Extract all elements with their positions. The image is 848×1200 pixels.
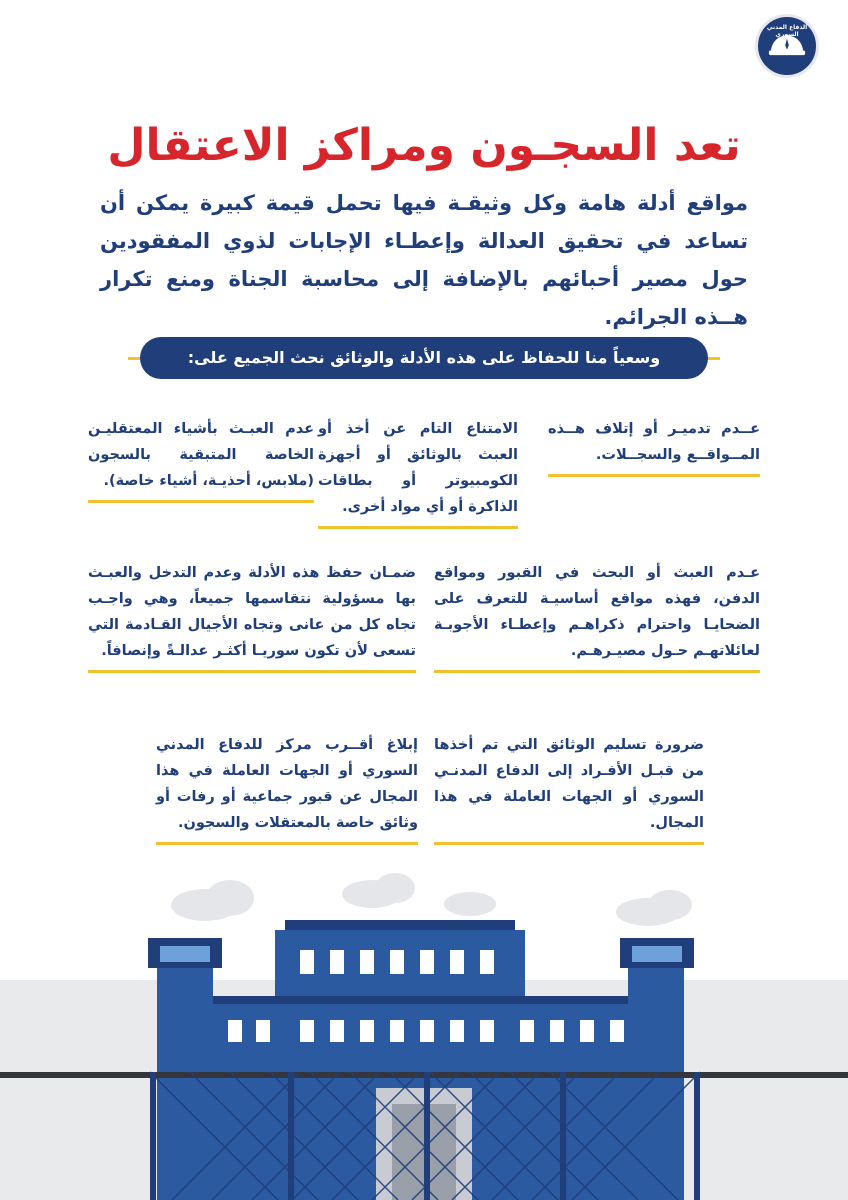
page-title: تعد السجـون ومراكز الاعتقال [107,120,741,171]
guideline-text: الامتناع التام عن أخذ أو العبث بالوثائق أو أجهزة الكومبيوتر أو بطاقات الذاكرة أو أي مواد أخرى. [318,421,518,515]
prison-scene-svg [0,860,848,1200]
prison-building-illustration [0,860,848,1200]
guideline-item-5 [88,560,416,673]
logo-text: الدفاع المدني السوري [766,24,808,38]
guideline-item-7 [156,732,418,845]
guideline-item-2 [318,416,518,529]
guideline-text: عدم العبـث بأشياء المعتقليـن الخاصة المتبقية بالسجون (ملابس، أحذيـة، أشياء خاصة). [88,421,314,489]
guideline-item-4 [434,560,760,673]
guideline-text: إبلاغ أقــرب مركز للدفاع المدني السوري أو الجهات العاملة في هذا المجال عن قبور جماعية أو رفات أو وثائق خاصة بالمعتقلات والسجون. [156,737,418,831]
guideline-item-6 [434,732,704,845]
guideline-text: عـدم العبث أو البحث في القبور ومواقع الدفن، فهذه مواقع أساسيـة للتعرف على الضحايـا واحترام ذكراهـم وإعطـاء الأجوبـة لعائلاتهـم حـول مصيـرهـم. [434,565,760,659]
guideline-item-1 [548,416,760,477]
intro-paragraph: مواقع أدلة هامة وكل وثيقـة فيها تحمل قيمة كبيرة يمكن أن تساعد في تحقيق العدالة وإعطـاء الإجابات لذوي المفقودين حول مصير أحبائهم بالإضافة إلى محاسبة الجناة ومنع تكرار هــذه الجرائم. [100,191,748,329]
guideline-text: ضمـان حفظ هذه الأدلة وعدم التدخل والعبـث بها مسؤولية نتقاسمها جميعاً، وهي واجـب تجاه كل من عانى وتجاه الأجيال القـادمة التي تسعى لأن تكون سوريـا أكثـر عدالـةً وإنصافاً. [88,565,416,659]
banner-label: وسعياً منا للحفاظ على هذه الأدلة والوثائق نحث الجميع على: [140,337,708,379]
call-to-action-banner [128,337,720,379]
civil-defense-logo [755,14,819,78]
guideline-text: ضرورة تسليم الوثائق التي تم أخذها من قبـل الأفـراد إلى الدفاع المدنـي السوري أو الجهات العاملة في هذا المجال. [434,737,704,831]
guideline-text: عــدم تدميـر أو إتلاف هــذه المــواقــع والسجــلات. [548,421,760,463]
guideline-item-3 [88,416,314,503]
